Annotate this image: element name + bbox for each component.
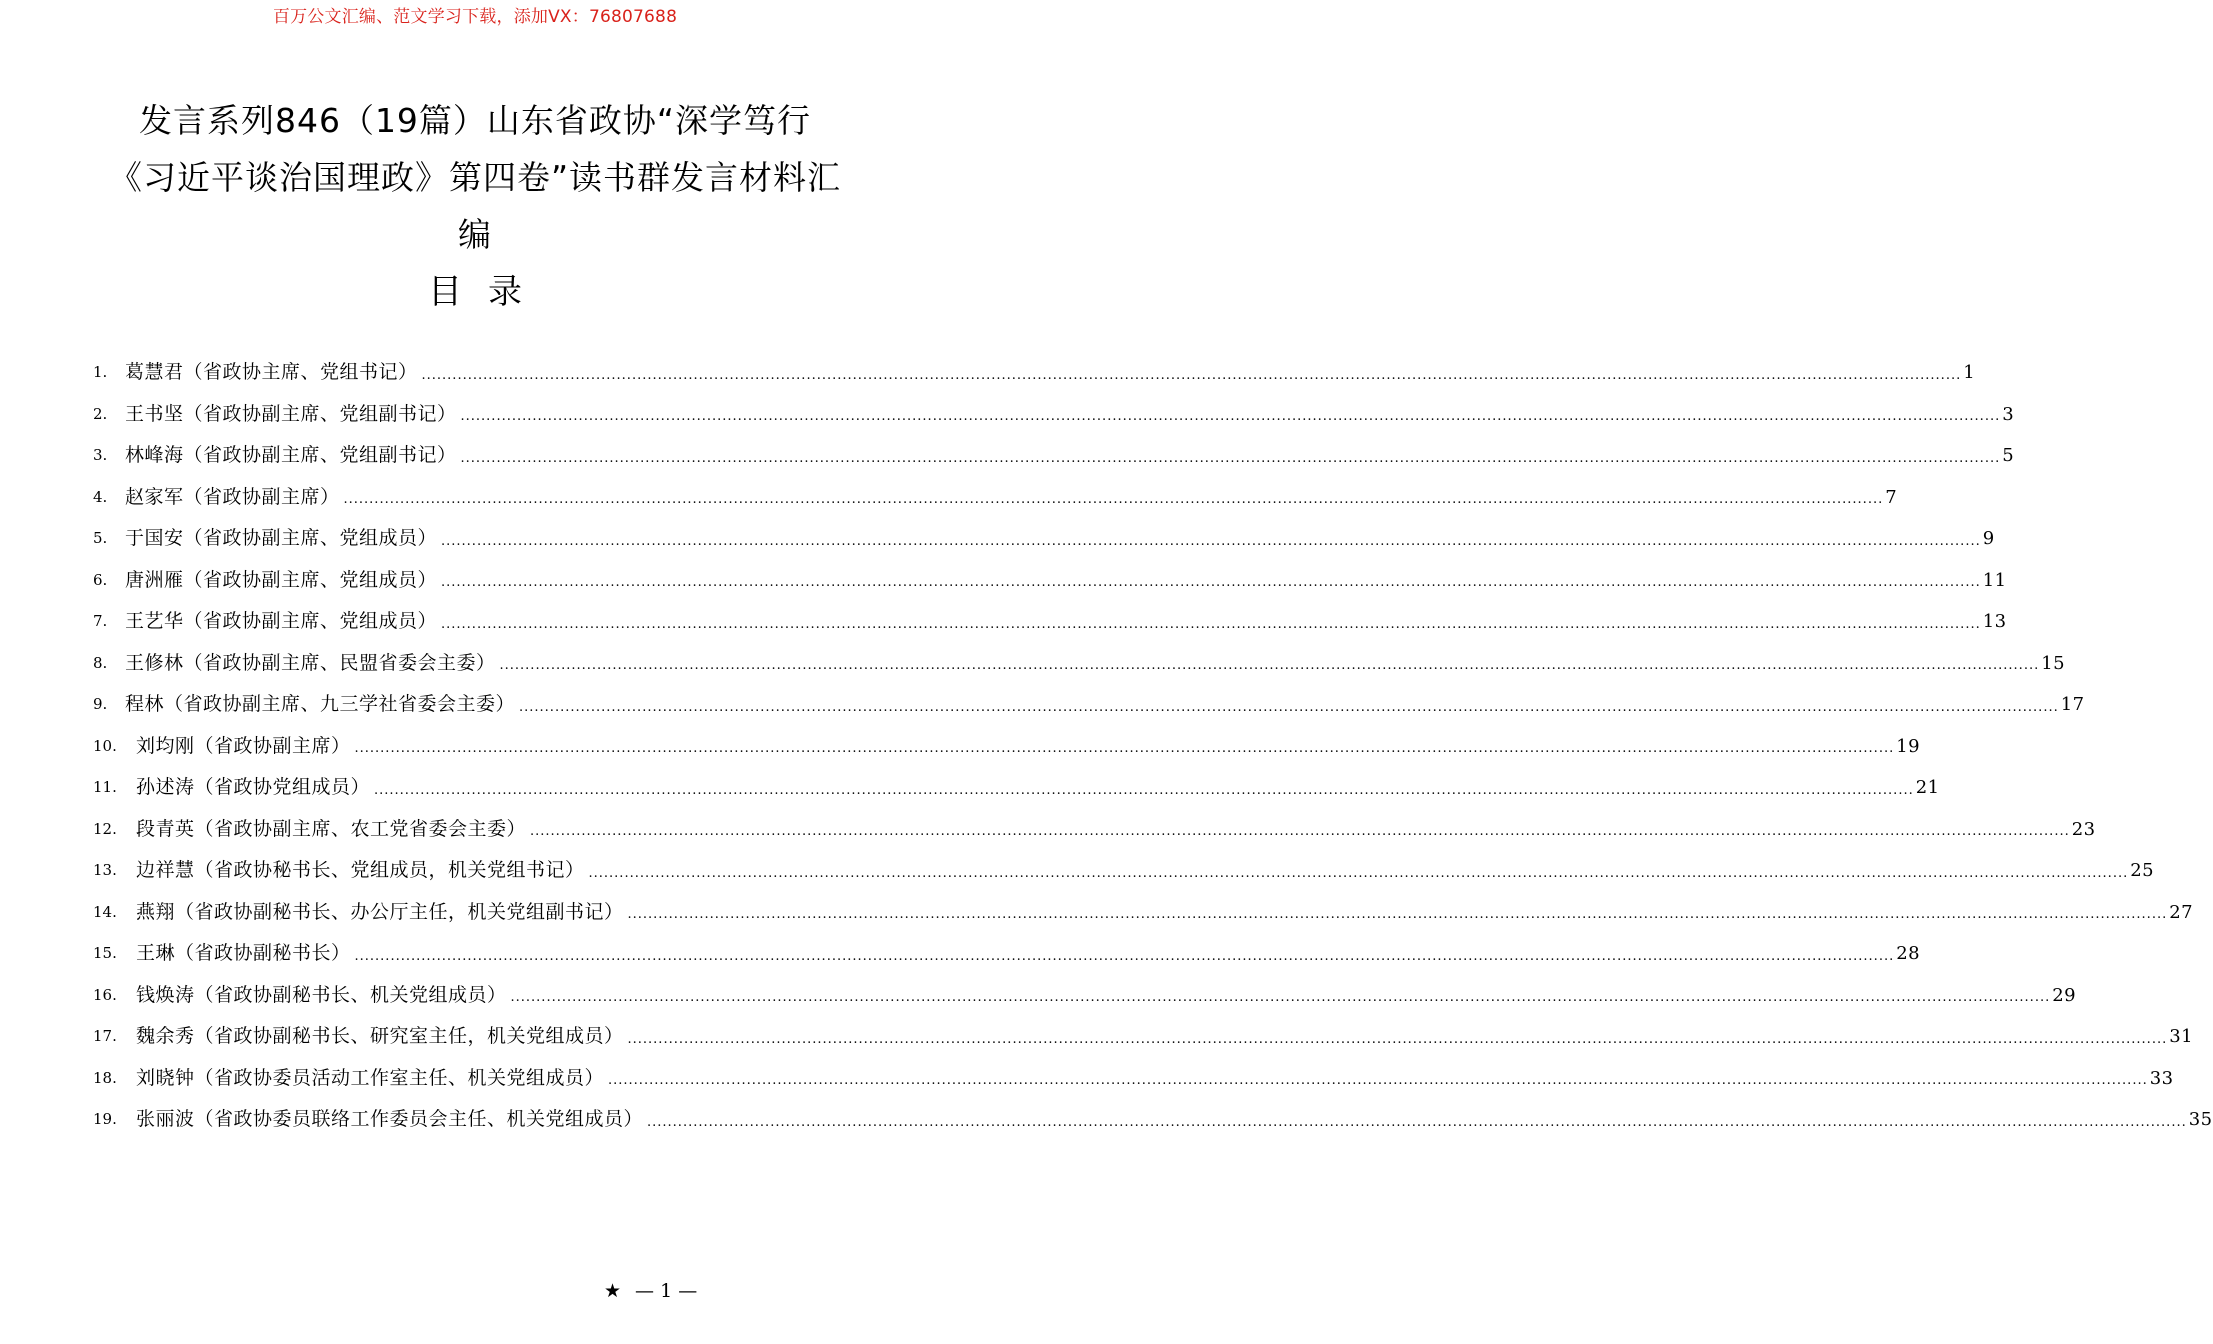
star-icon: ★ [604, 1280, 622, 1302]
toc-entry-page: 11 [1982, 569, 2007, 591]
toc-entry-number: 3. [93, 446, 108, 464]
toc-leader-dots: ............................................................................................................................................................................................................................................................................................................ [530, 824, 2070, 840]
toc-entry-title: 程林（省政协副主席、九三学社省委会主委） [125, 693, 516, 715]
toc-heading: 目录 [428, 272, 548, 312]
toc-leader-dots: ............................................................................................................................................................................................................................................................................................................ [460, 450, 2001, 466]
toc-entry-number: 16. [93, 985, 117, 1004]
toc-leader-dots: ............................................................................................................................................................................................................................................................................................................ [441, 575, 1981, 591]
toc-entry-number: 19. [93, 1110, 117, 1128]
toc-entry-page: 15 [2041, 652, 2066, 674]
toc-leader-dots: ............................................................................................................................................................................................................................................................................................................ [608, 1073, 2148, 1089]
toc-entry-number: 4. [93, 487, 108, 506]
toc-entry-page: 28 [1896, 943, 1921, 964]
toc-entry-title: 魏余秀（省政协副秘书长、研究室主任，机关党组成员） [136, 1025, 624, 1047]
toc-entry-page: 13 [1982, 611, 2007, 632]
toc-leader-dots: ............................................................................................................................................................................................................................................................................................................ [441, 616, 1981, 632]
toc-leader-dots: ............................................................................................................................................................................................................................................................................................................ [627, 907, 2168, 923]
toc-entry-title: 边祥慧（省政协秘书长、党组成员，机关党组书记） [136, 859, 585, 881]
document-title [90, 92, 860, 263]
toc-entry-number: 15. [93, 944, 117, 962]
toc-entry-page: 3 [2002, 403, 2015, 425]
toc-entry[interactable] [93, 1058, 2174, 1100]
toc-entry-page: 9 [1982, 528, 1995, 549]
toc-entry-title: 燕翔（省政协副秘书长、办公厅主任，机关党组副书记） [136, 900, 624, 923]
toc-entry[interactable] [93, 850, 2155, 892]
toc-leader-dots: ............................................................................................................................................................................................................................................................................................................ [588, 865, 2129, 881]
toc-entry-title: 王书坚（省政协副主席、党组副书记） [125, 402, 457, 425]
toc-entry[interactable] [93, 933, 1921, 975]
toc-entry-number: 10. [93, 736, 117, 755]
toc-entry[interactable] [93, 394, 2015, 436]
toc-entry-title: 王琳（省政协副秘书长） [136, 942, 351, 964]
toc-entry-title: 孙述涛（省政协党组成员） [136, 776, 371, 798]
toc-entry-title: 王艺华（省政协副主席、党组成员） [125, 610, 438, 632]
toc-entry-number: 18. [93, 1068, 117, 1087]
toc-entry-number: 14. [93, 902, 117, 921]
toc-entry-number: 9. [93, 695, 108, 713]
toc-entry-title: 王修林（省政协副主席、民盟省委会主委） [125, 651, 496, 674]
toc-entry-title: 段青英（省政协副主席、农工党省委会主委） [136, 817, 527, 840]
toc-entry-page: 35 [2188, 1109, 2213, 1130]
toc-entry[interactable] [93, 643, 2066, 685]
toc-leader-dots: ............................................................................................................................................................................................................................................................................................................ [647, 1114, 2187, 1130]
toc-leader-dots: ............................................................................................................................................................................................................................................................................................................ [519, 699, 2059, 715]
toc-entry-page: 7 [1885, 486, 1898, 508]
toc-entry-title: 钱焕涛（省政协副秘书长、机关党组成员） [136, 983, 507, 1006]
toc-entry[interactable] [93, 1016, 2194, 1058]
toc-entry-page: 31 [2169, 1026, 2194, 1047]
toc-entry-page: 21 [1915, 777, 1940, 798]
toc-entry-number: 7. [93, 612, 108, 630]
toc-leader-dots: ............................................................................................................................................................................................................................................................................................................ [343, 492, 1884, 508]
toc-entry[interactable] [93, 518, 1995, 560]
toc-leader-dots: ............................................................................................................................................................................................................................................................................................................ [499, 658, 2040, 674]
toc-entry-number: 12. [93, 819, 117, 838]
toc-leader-dots: ............................................................................................................................................................................................................................................................................................................ [354, 741, 1895, 757]
toc-entry-number: 1. [93, 363, 108, 381]
toc-entry[interactable] [93, 560, 2007, 602]
toc-entry-number: 13. [93, 861, 117, 879]
toc-leader-dots: ............................................................................................................................................................................................................................................................................................................ [460, 409, 2001, 425]
toc-entry[interactable] [93, 726, 1921, 768]
toc-entry[interactable] [93, 352, 1976, 394]
toc-entry-title: 刘均刚（省政协副主席） [136, 734, 351, 757]
toc-entry[interactable] [93, 435, 2015, 477]
title-line: 编 [458, 215, 492, 254]
toc-entry-title: 张丽波（省政协委员联络工作委员会主任、机关党组成员） [136, 1108, 644, 1130]
toc-entry-title: 刘晓钟（省政协委员活动工作室主任、机关党组成员） [136, 1066, 605, 1089]
toc-entry[interactable] [93, 809, 2096, 851]
toc-entry[interactable] [93, 477, 1898, 519]
toc-leader-dots: ............................................................................................................................................................................................................................................................................................................ [421, 367, 1962, 383]
toc-leader-dots: ............................................................................................................................................................................................................................................................................................................ [354, 948, 1895, 964]
toc-entry[interactable] [93, 767, 1940, 809]
page-footer [604, 1280, 697, 1302]
page-number: — 1 — [635, 1280, 698, 1302]
toc-entry[interactable] [93, 892, 2194, 934]
title-line: 发言系列846（19篇）山东省政协“深学笃行 [138, 101, 812, 140]
watermark-banner: 百万公文汇编、范文学习下载，添加VX：76807688 [272, 7, 678, 27]
toc-entry-page: 1 [1963, 362, 1976, 383]
toc-entry-number: 11. [93, 778, 117, 796]
toc-entry[interactable] [93, 1099, 2213, 1141]
toc-entry[interactable] [93, 684, 2085, 726]
toc-entry-number: 2. [93, 404, 108, 423]
toc-entry-page: 29 [2052, 984, 2077, 1006]
toc-entry-title: 赵家军（省政协副主席） [125, 485, 340, 508]
toc-entry-page: 5 [2002, 445, 2015, 466]
toc-entry-page: 25 [2130, 860, 2155, 881]
toc-entry-title: 葛慧君（省政协主席、党组书记） [125, 361, 418, 383]
toc-leader-dots: ............................................................................................................................................................................................................................................................................................................ [441, 533, 1981, 549]
toc-entry-page: 19 [1896, 735, 1921, 757]
toc-leader-dots: ............................................................................................................................................................................................................................................................................................................ [510, 990, 2051, 1006]
table-of-contents [93, 352, 2213, 1141]
title-line: 《习近平谈治国理政》第四卷”读书群发言材料汇 [108, 158, 842, 197]
toc-entry-number: 6. [93, 570, 108, 589]
toc-leader-dots: ............................................................................................................................................................................................................................................................................................................ [374, 782, 1914, 798]
toc-entry-number: 8. [93, 653, 108, 672]
toc-entry-page: 27 [2169, 901, 2194, 923]
toc-entry-page: 23 [2071, 818, 2096, 840]
toc-entry[interactable] [93, 975, 2077, 1017]
toc-entry-number: 5. [93, 529, 108, 547]
toc-entry[interactable] [93, 601, 2007, 643]
toc-entry-title: 唐洲雁（省政协副主席、党组成员） [125, 568, 438, 591]
toc-entry-number: 17. [93, 1027, 117, 1045]
toc-leader-dots: ............................................................................................................................................................................................................................................................................................................ [627, 1031, 2168, 1047]
toc-entry-page: 17 [2060, 694, 2085, 715]
toc-entry-title: 林峰海（省政协副主席、党组副书记） [125, 444, 457, 466]
toc-entry-title: 于国安（省政协副主席、党组成员） [125, 527, 438, 549]
toc-entry-page: 33 [2149, 1067, 2174, 1089]
